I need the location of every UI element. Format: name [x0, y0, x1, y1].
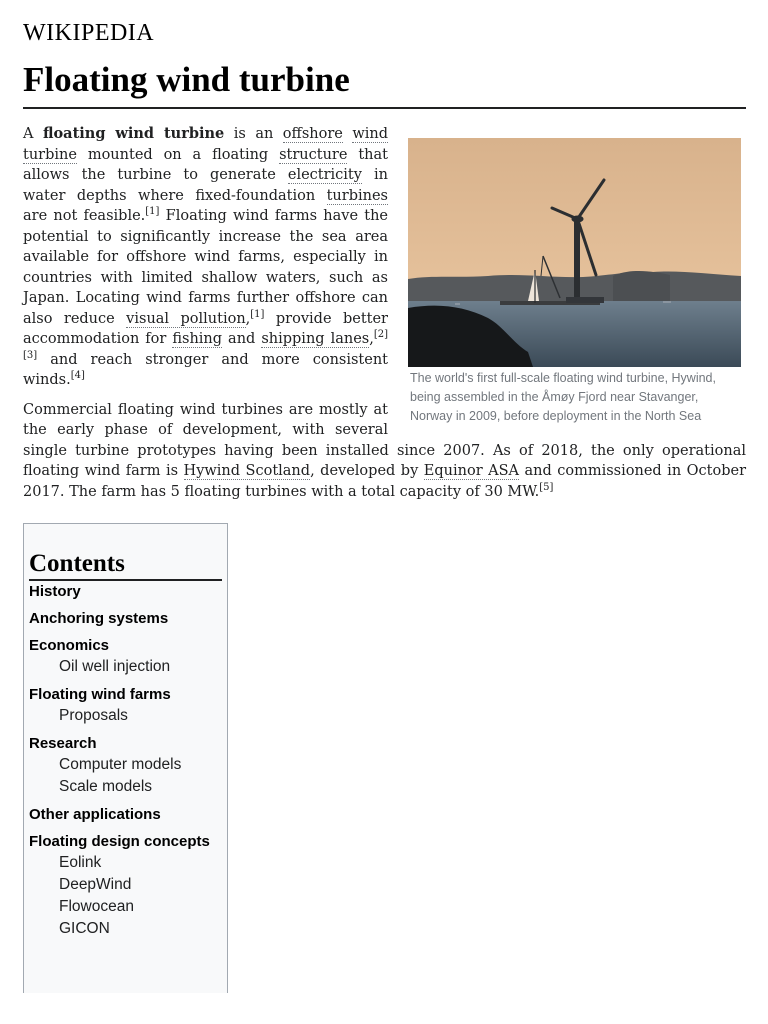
toc-link-floating-design-concepts[interactable]: Floating design concepts — [29, 833, 210, 850]
link-visual-pollution[interactable]: visual pollution — [126, 310, 246, 327]
citation-1b[interactable]: [1] — [250, 308, 265, 320]
link-fishing[interactable]: fishing — [172, 331, 223, 347]
intro-paragraph: A floating wind turbine is an offshore wind turbine mounted on a floating structure that allows the turbine to generate electricity in water depths where fixed-foundation turbines are not feasible.[1] Floating wind farms have the potential to significantly increase the sea area available for offshore wind farms, especially in countries with limited shallow waters, such as Japan. Locating wind farms further offshore can also reduce visual pollution,[1] provide better accommodation for fishing and shipping lanes,[2][3] and reach stronger and more consistent winds.[4] — [23, 125, 389, 388]
citation-4[interactable]: [4] — [70, 370, 85, 382]
toc-list — [29, 581, 222, 940]
toc-link-oil-well-injection[interactable]: Oil well injection — [59, 658, 171, 675]
article-body — [23, 124, 746, 511]
toc-section — [29, 804, 222, 825]
wikipedia-wordmark[interactable]: WIKIPEDIA — [23, 20, 155, 46]
link-offshore[interactable]: offshore — [282, 126, 343, 142]
toc-sublist — [29, 705, 222, 727]
table-of-contents — [23, 523, 228, 993]
toc-section — [29, 635, 222, 678]
toc-link-scale-models[interactable]: Scale models — [59, 778, 153, 795]
citation-2[interactable]: [2] — [373, 329, 388, 341]
toc-sublist — [29, 754, 222, 798]
citation-5[interactable]: [5] — [539, 481, 554, 493]
toc-link-other-applications[interactable]: Other applications — [29, 806, 161, 823]
figure-caption: The world's first full-scale floating wind turbine, Hywind, being assembled in the Åmøy Fjord near Stavanger, Norway in 2009, before deployment in the North Sea — [410, 371, 716, 423]
link-equinor[interactable]: Equinor ASA — [423, 463, 519, 479]
lead-term: floating wind turbine — [42, 125, 225, 142]
link-structure[interactable]: structure — [279, 146, 348, 163]
link-hywind-scotland[interactable]: Hywind Scotland — [183, 463, 311, 479]
citation-1[interactable]: [1] — [145, 206, 160, 218]
toc-link-research[interactable]: Research — [29, 735, 97, 752]
toc-link-anchoring-systems[interactable]: Anchoring systems — [29, 610, 169, 627]
infobox-figure — [408, 138, 741, 426]
title-divider — [23, 107, 746, 109]
toc-sublist — [29, 656, 222, 678]
toc-section — [29, 684, 222, 727]
commercial-paragraph: Commercial floating wind turbines are mostly at the early phase of development, with several single turbine prototypes having been installed since 2007. As of 2018, the only operational floating wind farm is Hywind Scotland, developed by Equinor ASA and commissioned in October 2017. The farm has 5 floating turbines with a total capacity of 30 MW.[5] — [23, 401, 747, 500]
link-turbines[interactable]: turbines — [326, 187, 388, 204]
toc-link-economics[interactable]: Economics — [29, 637, 110, 654]
toc-section — [29, 831, 222, 940]
toc-section — [29, 733, 222, 798]
link-shipping-lanes[interactable]: shipping lanes — [261, 331, 370, 347]
toc-section — [29, 581, 222, 602]
toc-link-proposals[interactable]: Proposals — [59, 707, 128, 724]
toc-sublist — [29, 852, 222, 940]
link-electricity[interactable]: electricity — [287, 167, 362, 183]
page-title: Floating wind turbine — [23, 60, 350, 99]
wind-turbine-photo[interactable] — [408, 138, 741, 367]
link-wind-turbine[interactable]: wind turbine — [23, 126, 389, 163]
toc-link-gicon[interactable]: GICON — [59, 920, 110, 937]
toc-link-deepwind[interactable]: DeepWind — [59, 876, 132, 893]
toc-link-history[interactable]: History — [29, 583, 81, 600]
toc-link-floating-wind-farms[interactable]: Floating wind farms — [29, 686, 171, 703]
toc-link-flowocean[interactable]: Flowocean — [59, 898, 134, 915]
toc-link-computer-models[interactable]: Computer models — [59, 756, 182, 773]
toc-section — [29, 608, 222, 629]
citation-3[interactable]: [3] — [23, 349, 38, 361]
toc-title: Contents — [29, 550, 222, 581]
toc-link-eolink[interactable]: Eolink — [59, 854, 102, 871]
